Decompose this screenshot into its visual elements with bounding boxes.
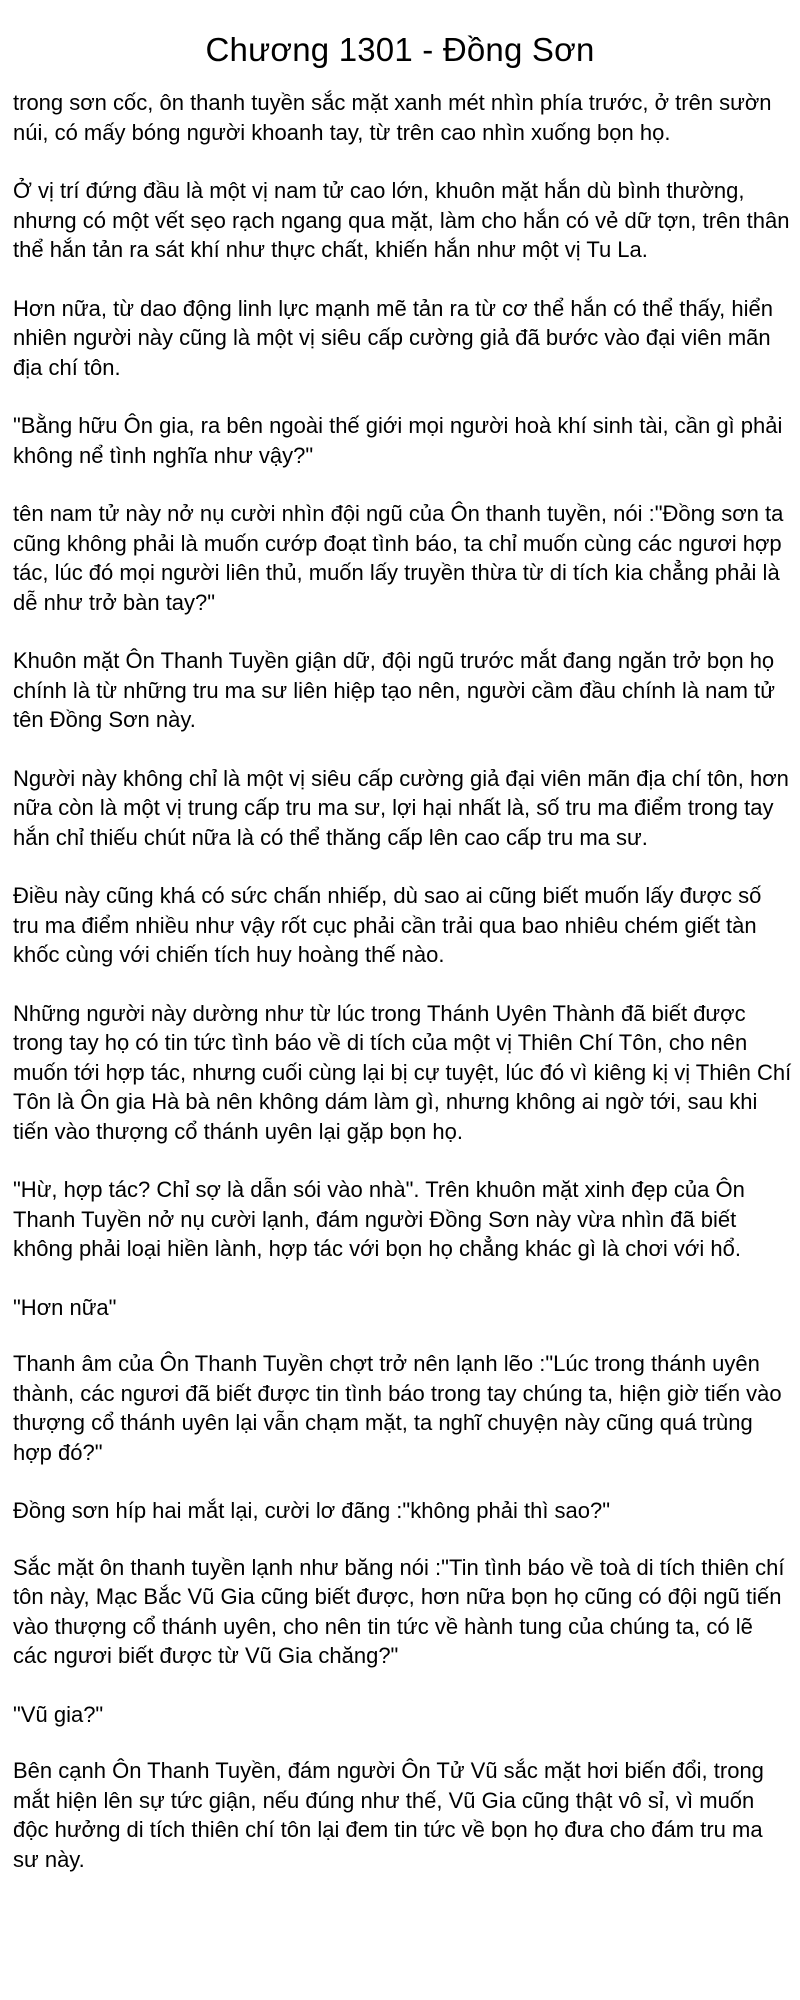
chapter-title: Chương 1301 - Đồng Sơn	[205, 31, 595, 69]
paragraph-5: tên nam tử này nở nụ cười nhìn đội ngũ của Ôn thanh tuyền, nói :"Đồng sơn ta cũng không phải là muốn cướp đoạt tình báo, ta chỉ muốn cùng các ngươi hợp tác, lúc đó mọi người liên thủ, muốn lấy truyền thừa từ di tích kia chẳng phải là dễ như trở bàn tay?"	[13, 501, 784, 615]
paragraph-12: Thanh âm của Ôn Thanh Tuyền chợt trở nên lạnh lẽo :"Lúc trong thánh uyên thành, các ngươi đã biết được tin tình báo trong tay chúng ta, hiện giờ tiến vào thượng cổ thánh uyên lại vẫn chạm mặt, ta nghĩ chuyện này cũng quá trùng hợp đó?"	[13, 1351, 782, 1465]
paragraph-9: Những người này dường như từ lúc trong Thánh Uyên Thành đã biết được trong tay họ có tin tức tình báo về di tích của một vị Thiên Chí Tôn, cho nên muốn tới hợp tác, nhưng cuối cùng lại bị cự tuyệt, lúc đó vì kiêng kị vị Thiên Chí Tôn là Ôn gia Hà bà nên không dám làm gì, nhưng không ai ngờ tới, sau khi tiến vào thượng cổ thánh uyên lại gặp bọn họ.	[13, 1000, 792, 1144]
paragraph-4: "Bằng hữu Ôn gia, ra bên ngoài thế giới mọi người hoà khí sinh tài, cần gì phải không nể tình nghĩa như vậy?"	[13, 413, 783, 468]
paragraph-11: "Hơn nữa"	[13, 1294, 117, 1320]
chapter-body	[13, 88, 793, 1903]
paragraph-3: Hơn nữa, từ dao động linh lực mạnh mẽ tản ra từ cơ thể hắn có thể thấy, hiển nhiên người này cũng là một vị siêu cấp cường giả đã bước vào đại viên mãn địa chí tôn.	[13, 295, 773, 380]
paragraph-2: Ở vị trí đứng đầu là một vị nam tử cao lớn, khuôn mặt hắn dù bình thường, nhưng có một vết sẹo rạch ngang qua mặt, làm cho hắn có vẻ dữ tợn, trên thân thể hắn tản ra sát khí như thực chất, khiến hắn như một vị Tu La.	[13, 178, 790, 262]
paragraph-7: Người này không chỉ là một vị siêu cấp cường giả đại viên mãn địa chí tôn, hơn nữa còn là một vị trung cấp tru ma sư, lợi hại nhất là, số tru ma điểm trong tay hắn chỉ thiếu chút nữa là có thể thăng cấp lên cao cấp tru ma sư.	[13, 765, 789, 850]
paragraph-6: Khuôn mặt Ôn Thanh Tuyền giận dữ, đội ngũ trước mắt đang ngăn trở bọn họ chính là từ những tru ma sư liên hiệp tạo nên, người cầm đầu chính là nam tử tên Đồng Sơn này.	[13, 648, 775, 732]
paragraph-8: Điều này cũng khá có sức chấn nhiếp, dù sao ai cũng biết muốn lấy được số tru ma điểm nhiều như vậy rốt cục phải cần trải qua bao nhiêu chém giết tàn khốc cùng với chiến tích huy hoàng thế nào.	[13, 883, 762, 967]
paragraph-15: "Vũ gia?"	[13, 1701, 104, 1727]
paragraph-1: trong sơn cốc, ôn thanh tuyền sắc mặt xanh mét nhìn phía trước, ở trên sườn núi, có mấy bóng người khoanh tay, từ trên cao nhìn xuống bọn họ.	[13, 90, 772, 145]
paragraph-10: "Hừ, hợp tác? Chỉ sợ là dẫn sói vào nhà". Trên khuôn mặt xinh đẹp của Ôn Thanh Tuyền nở nụ cười lạnh, đám người Đồng Sơn này vừa nhìn đã biết không phải loại hiền lành, hợp tác với bọn họ chẳng khác gì là chơi với hổ.	[13, 1177, 745, 1261]
paragraph-13: Đồng sơn híp hai mắt lại, cười lơ đãng :"không phải thì sao?"	[13, 1498, 611, 1523]
paragraph-14: Sắc mặt ôn thanh tuyền lạnh như băng nói :"Tin tình báo về toà di tích thiên chí tôn này, Mạc Bắc Vũ Gia cũng biết được, hơn nữa bọn họ cũng có đội ngũ tiến vào thượng cổ thánh uyên, cho nên tin tức về hành tung của chúng ta, có lẽ các ngươi biết được từ Vũ Gia chăng?"	[13, 1554, 785, 1668]
paragraph-16: Bên cạnh Ôn Thanh Tuyền, đám người Ôn Tử Vũ sắc mặt hơi biến đổi, trong mắt hiện lên sự tức giận, nếu đúng như thế, Vũ Gia cũng thật vô sỉ, vì muốn độc hưởng di tích thiên chí tôn lại đem tin tức về bọn họ đưa cho đám tru ma sư này.	[13, 1758, 764, 1872]
